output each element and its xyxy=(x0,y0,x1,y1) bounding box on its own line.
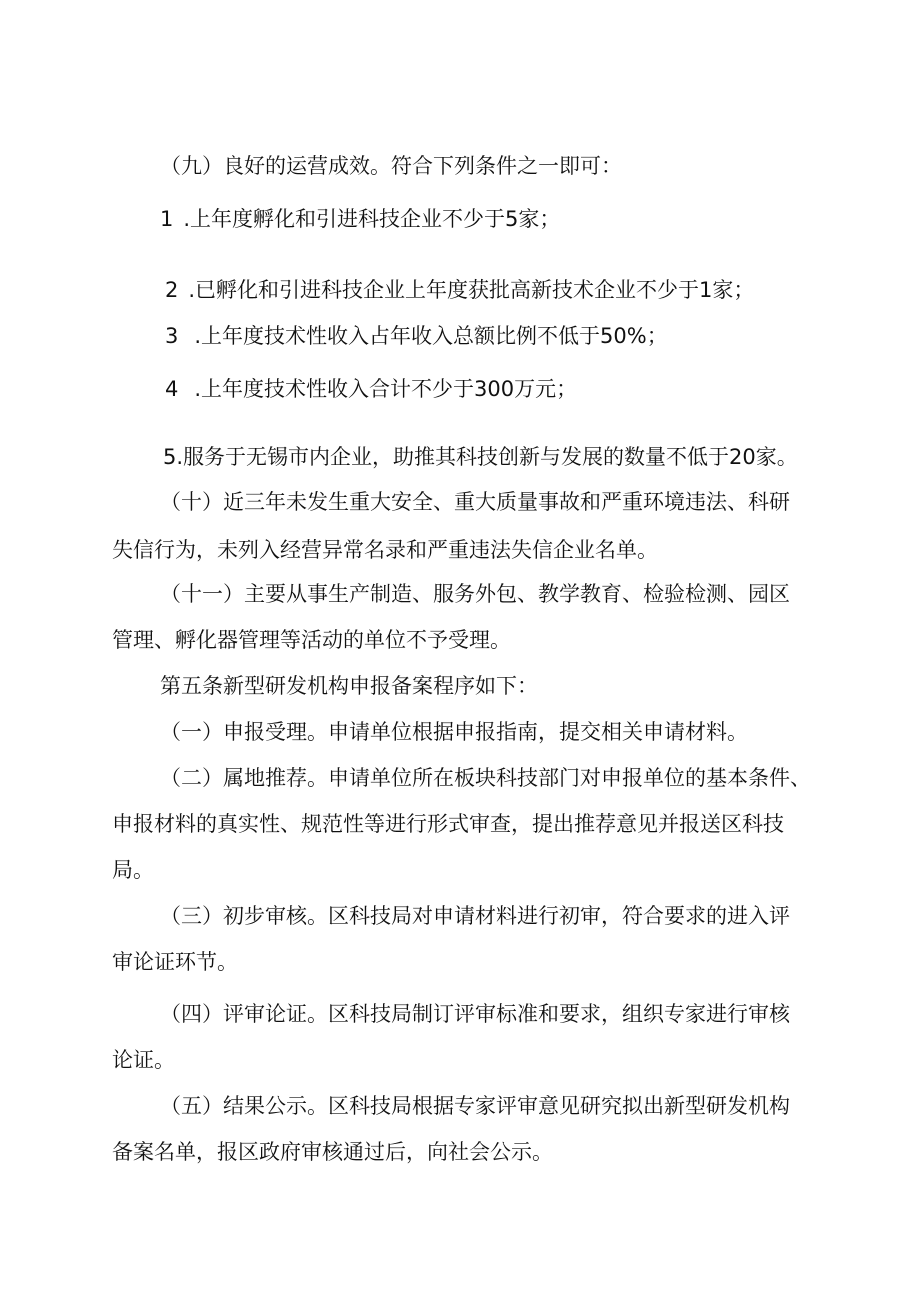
section-10-line-1: （十）近三年未发生重大安全、重大质量事故和严重环境违法、科研 xyxy=(160,490,790,514)
list-item-number: 1 xyxy=(160,207,174,231)
section-10-line-2: 失信行为，未列入经营异常名录和严重违法失信企业名单。 xyxy=(112,538,658,562)
list-item-text: .已孵化和引进科技企业上年度获批高新技术企业不少于1家； xyxy=(188,278,755,302)
article-5-heading: 第五条新型研发机构申报备案程序如下： xyxy=(160,674,538,698)
step-5-line-1: （五）结果公示。区科技局根据专家评审意见研究拟出新型研发机构 xyxy=(160,1094,790,1118)
list-item-number: 2 xyxy=(165,278,179,302)
list-item-5: 5.服务于无锡市内企业，助推其科技创新与发展的数量不低于20家。 xyxy=(163,445,798,469)
list-item-4 xyxy=(165,375,577,403)
section-11-line-1: （十一）主要从事生产制造、服务外包、教学教育、检验检测、园区 xyxy=(160,582,790,606)
step-1: （一）申报受理。申请单位根据申报指南，提交相关申请材料。 xyxy=(160,720,748,744)
step-4-line-2: 论证。 xyxy=(112,1048,175,1072)
section-9-heading: （九）良好的运营成效。符合下列条件之一即可： xyxy=(160,154,622,178)
step-2-line-1: （二）属地推荐。申请单位所在板块科技部门对申报单位的基本条件、 xyxy=(160,766,811,790)
step-3-line-1: （三）初步审核。区科技局对申请材料进行初审，符合要求的进入评 xyxy=(160,904,790,928)
list-item-2 xyxy=(165,276,754,304)
list-item-number: 3 xyxy=(165,324,179,348)
list-item-number: 4 xyxy=(165,377,179,401)
step-4-line-1: （四）评审论证。区科技局制订评审标准和要求，组织专家进行审核 xyxy=(160,1002,790,1026)
list-item-3 xyxy=(165,322,668,350)
list-item-text: .上年度孵化和引进科技企业不少于5家； xyxy=(183,207,561,231)
list-item-text: .上年度技术性收入占年收入总额比例不低于50%； xyxy=(194,324,668,348)
list-item-text: .上年度技术性收入合计不少于300万元； xyxy=(194,377,578,401)
list-item-1 xyxy=(160,205,560,233)
section-11-line-2: 管理、孵化器管理等活动的单位不予受理。 xyxy=(112,628,511,652)
step-3-line-2: 审论证环节。 xyxy=(112,950,238,974)
step-5-line-2: 备案名单，报区政府审核通过后，向社会公示。 xyxy=(112,1140,553,1164)
step-2-line-2: 申报材料的真实性、规范性等进行形式审查，提出推荐意见并报送区科技 xyxy=(112,812,784,836)
step-2-line-3: 局。 xyxy=(112,858,154,882)
